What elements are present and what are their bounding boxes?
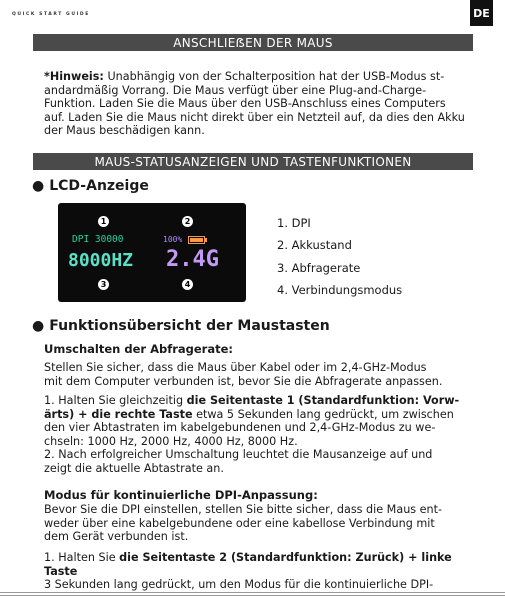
lcd-marker-3: 3	[98, 279, 109, 290]
lcd-heading	[32, 178, 149, 194]
legend-item-rate: 3. Abfragerate	[277, 261, 361, 275]
lcd-marker-2: 2	[182, 216, 193, 227]
note-line-3: Funktion. Laden Sie die Maus über den USB-Anschluss eines Computers	[44, 97, 446, 111]
dpi-step-paragraph	[44, 551, 476, 592]
polling-intro-paragraph	[44, 361, 476, 388]
legend-item-dpi: 1. DPI	[277, 216, 311, 230]
note-line-4: auf. Laden Sie die Maus nicht direkt über ein Netzteil auf, da dies den Akku	[44, 110, 465, 124]
polling-step-line-5: 2. Nach erfolgreicher Umschaltung leuchtet die Mausanzeige auf und	[44, 448, 433, 462]
page-bottom-rule	[0, 592, 505, 596]
note-paragraph	[44, 70, 476, 138]
polling-steps-paragraph	[44, 394, 476, 476]
dpi-intro-line-3: dem Gerät verbunden ist.	[44, 530, 189, 544]
note-line-1: Unabhängig von der Schalterposition hat der USB-Modus st-	[103, 70, 445, 83]
section-heading-connect: ANSCHLIEẞEN DER MAUS	[33, 34, 473, 51]
dpi-intro-paragraph	[44, 503, 476, 544]
lcd-battery-readout: 100%	[163, 235, 183, 244]
polling-step-line-6: zeigt die aktuelle Abtastrate an.	[44, 461, 224, 475]
buttons-heading-text: Funktionsübersicht der Maustasten	[49, 318, 330, 334]
lcd-marker-4: 4	[182, 279, 193, 290]
polling-step-1-lead: 1. Halten Sie gleichzeitig	[44, 394, 187, 407]
note-line-5: der Maus beschädigen kann.	[44, 124, 205, 138]
note-line-2: andardmäßig Vorrang. Die Maus verfügt über eine Plug-and-Charge-	[44, 83, 427, 97]
lcd-heading-text: LCD-Anzeige	[49, 178, 149, 194]
lcd-rate-readout: 8000HZ	[68, 250, 134, 271]
dpi-mode-subheading: Modus für kontinuierliche DPI-Anpassung:	[44, 488, 318, 502]
battery-tip	[205, 238, 207, 242]
lcd-dpi-readout: DPI 30000	[72, 234, 124, 245]
note-label: *Hinweis:	[44, 70, 104, 83]
lcd-mode-readout: 2.4G	[166, 247, 219, 272]
polling-intro-line-1: Stellen Sie sicher, dass die Maus über Kabel oder im 2,4-GHz-Modus	[44, 361, 427, 374]
legend-item-mode: 4. Verbindungsmodus	[277, 283, 403, 297]
dpi-intro-line-1: Bevor Sie die DPI einstellen, stellen Sie bitte sicher, dass die Maus ent-	[44, 503, 443, 516]
polling-rate-subheading: Umschalten der Abfragerate:	[44, 342, 233, 356]
legend-item-battery: 2. Akkustand	[277, 238, 352, 252]
battery-fill	[190, 238, 203, 242]
buttons-heading	[32, 318, 330, 334]
language-tag: DE	[470, 0, 493, 26]
bullet-icon: ●	[32, 178, 45, 194]
bullet-icon: ●	[32, 318, 45, 334]
polling-step-line-3: den vier Abtastraten im kabelgebundenen und 2,4-GHz-Modus zu we-	[44, 421, 436, 435]
polling-step-1-keys-b: ärts) + die rechte Taste	[44, 407, 193, 421]
polling-step-1-keys-a: die Seitentaste 1 (Standardfunktion: Vorw-	[186, 394, 460, 407]
lcd-marker-1: 1	[98, 216, 109, 227]
polling-intro-line-2: mit dem Computer verbunden ist, bevor Sie die Abfragerate anpassen.	[44, 374, 443, 388]
guide-label: QUICK START GUIDE	[12, 12, 90, 17]
dpi-step-tail: 3 Sekunden lang gedrückt, um den Modus für die kontinuierliche DPI-	[44, 578, 434, 592]
dpi-intro-line-2: weder über eine kabelgebundene oder eine kabellose Verbindung mit	[44, 516, 435, 530]
dpi-step-keys: die Seitentaste 2 (Standardfunktion: Zurück) + linke Taste	[44, 551, 452, 578]
page-header	[0, 0, 505, 30]
polling-step-line-4: chseln: 1000 Hz, 2000 Hz, 4000 Hz, 8000 Hz.	[44, 434, 298, 448]
polling-step-1-tail: etwa 5 Sekunden lang gedrückt, um zwischen	[192, 407, 454, 421]
section-heading-status: MAUS-STATUSANZEIGEN UND TASTENFUNKTIONEN	[33, 153, 473, 170]
battery-icon	[188, 236, 205, 244]
dpi-step-lead: 1. Halten Sie	[44, 551, 120, 564]
